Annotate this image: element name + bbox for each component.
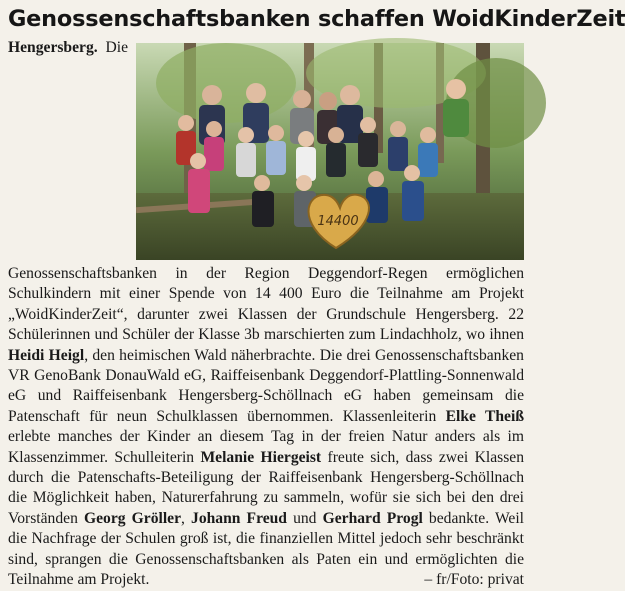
heart-sign-text: 14400 — [317, 214, 359, 229]
person-name: Gerhard Progl — [322, 509, 423, 527]
person-name: Johann Freud — [191, 509, 287, 527]
group-photo — [136, 43, 524, 260]
body-text-4: freute sich, dass zwei Klassen durch die Patenschafts-Beteiligung der Raiffeisenbank Hengersberg-Schöllnach die Möglichkeit haben, Naturerfahrung zu sammeln, wofür sie sich bei den drei Vorständen — [8, 448, 525, 527]
body-text-3: erlebte manches der Kinder an diesem Tag in der freien Natur anders als im Klassenzimmer. Schulleiterin — [8, 428, 524, 466]
person-name: Elke Theiß — [445, 407, 524, 425]
separator: und — [286, 509, 323, 527]
body-text-1: Die Genossenschaftsbanken in der Region Deggendorf-Regen ermöglichen Schulkindern mit einer Spende von 14 400 Euro die Teilnahme am Projekt „WoidKinderZeit“, darunter zwei Klassen der Grundschule Hengersberg. 22 Schülerinnen und Schüler der Klasse 3b marschierten zum Lindachholz, wo ihnen — [8, 39, 524, 344]
article-body — [8, 38, 524, 591]
person-name: Georg Gröller — [83, 509, 182, 527]
photo-credit: – fr/Foto: privat — [424, 571, 524, 589]
person-name: Heidi Heigl — [8, 346, 85, 364]
body-text-2: , den heimischen Wald näherbrachte. Die drei Genossenschaftsbanken VR GenoBank DonauWald eG, Raiffeisenbank Deggendorf-Plattling-Sonnenwald eG und Raiffeisenbank Hengersberg-Schöllnach eG haben gemeinsam die Patenschaft für neun Schulklassen übernommen. Klassenleiterin — [8, 346, 524, 425]
dateline: Hengersberg. — [8, 39, 98, 56]
person-name: Melanie Hiergeist — [200, 448, 322, 466]
body-text-5: bedankte. Weil die Nachfrage der Schulen groß ist, die finanziellen Mittel jedoch sehr beschränkt sind, sprangen die Genossenschaftsbanken als Paten ein und ermöglichten die Teilnahme am Projekt. — [8, 509, 524, 589]
forest-group-illustration — [136, 43, 524, 260]
separator: , — [181, 509, 192, 527]
article-headline: Genossenschaftsbanken schaffen WoidKinderZeit — [8, 6, 625, 32]
